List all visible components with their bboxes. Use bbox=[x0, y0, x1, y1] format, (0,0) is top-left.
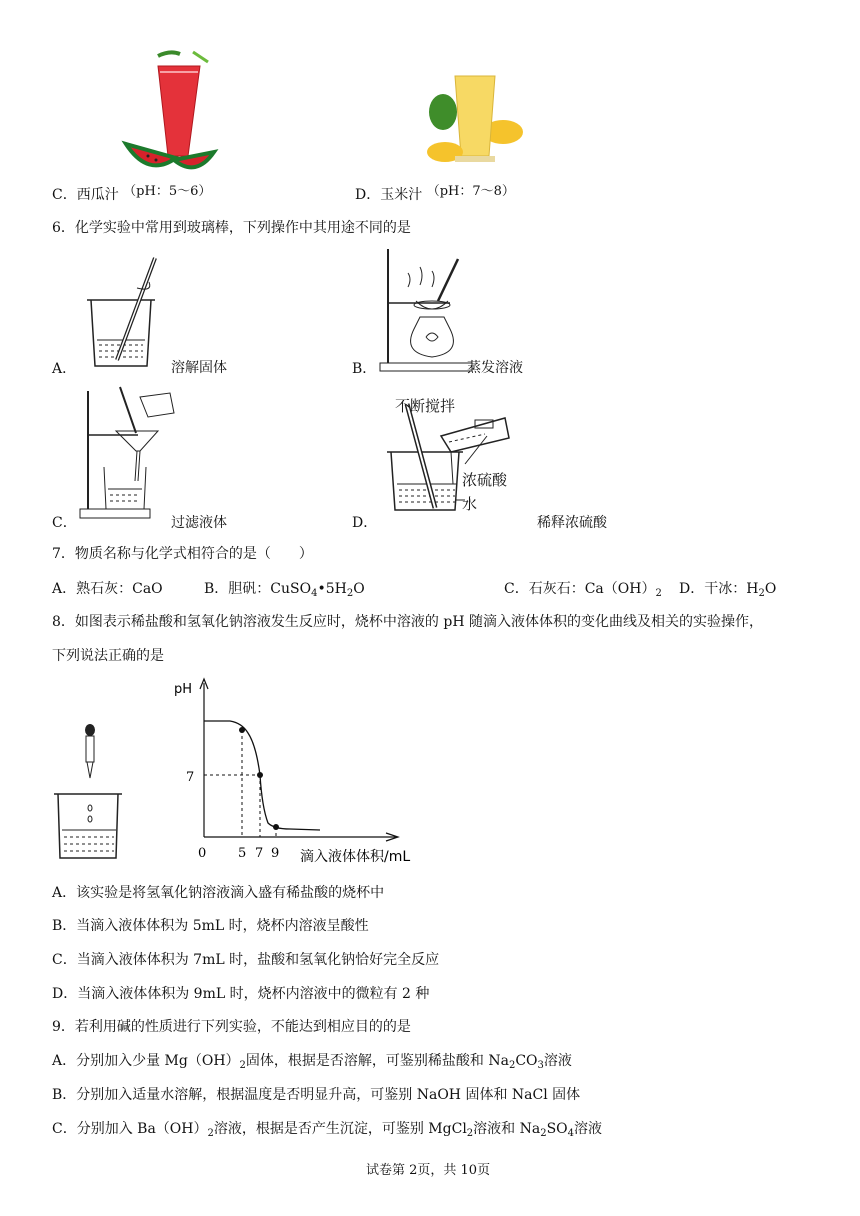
q8-stem-line1: 8．如图表示稀盐酸和氢氧化钠溶液发生反应时，烧杯中溶液的 pH 随滴入液体体积的变化曲线及相关的实验操作， bbox=[52, 614, 763, 630]
q5-option-c-ph: （pH：5～6） bbox=[123, 184, 212, 199]
x-axis-label: 滴入液体体积/mL bbox=[300, 849, 411, 865]
point-9 bbox=[273, 824, 279, 830]
q6-figure-acid-label: 浓硫酸 bbox=[462, 471, 508, 489]
y-tick-label: 7 bbox=[186, 770, 195, 785]
q6-option-d-letter: D． bbox=[352, 515, 378, 531]
q7-option-c: C．石灰石：$Ca(OH)_2$ bbox=[504, 581, 662, 599]
q6-option-b-label: 蒸发溶液 bbox=[467, 360, 523, 376]
x-tick-label-7: 7 bbox=[255, 846, 264, 861]
q6-option-a-letter: A． bbox=[52, 361, 77, 377]
evaporate-setup-figure bbox=[378, 245, 488, 375]
q5-option-d-ph: （pH：7～8） bbox=[426, 184, 515, 199]
y-axis-label: pH bbox=[174, 682, 193, 697]
q9-stem: 9．若利用碱的性质进行下列实验，不能达到相应目的的是 bbox=[52, 1019, 411, 1035]
ph-titration-chart bbox=[174, 675, 440, 865]
q8-option-c: C．当滴入液体体积为 7mL 时，盐酸和氢氧化钠恰好完全反应 bbox=[52, 952, 440, 968]
point-5 bbox=[239, 727, 245, 733]
q9-option-c: C．分别加入 $Ba(OH)_2$溶液，根据是否产生沉淀，可鉴别 MgCl$_2$溶液和 $Na_2SO_4$溶液 bbox=[52, 1121, 603, 1139]
q6-figure-stir-label: 不断搅拌 bbox=[395, 397, 456, 415]
q5-option-d-name: 玉米汁 bbox=[380, 187, 423, 203]
q6-option-c-letter: C． bbox=[52, 515, 77, 531]
q9-option-b: B．分别加入适量水溶解，根据温度是否明显升高，可鉴别 NaOH 固体和 NaCl 固体 bbox=[52, 1087, 581, 1103]
q6-option-d-label: 稀释浓硫酸 bbox=[537, 515, 607, 531]
page-footer: 试卷第 2页，共 10页 bbox=[366, 1163, 491, 1178]
watermelon-juice-image bbox=[118, 48, 218, 170]
q7-stem: 7．物质名称与化学式相符合的是（ ） bbox=[52, 546, 313, 562]
q8-option-d: D．当滴入液体体积为 9mL 时，烧杯内溶液中的微粒有 2 种 bbox=[52, 986, 430, 1002]
filter-setup-figure bbox=[78, 385, 178, 521]
x-tick-label-0: 0 bbox=[198, 846, 207, 861]
q8-stem-line2: 下列说法正确的是 bbox=[52, 648, 164, 664]
q9-option-a: A．分别加入少量 $Mg(OH)_2$固体，根据是否溶解，可鉴别稀盐酸和 $Na_2CO_3$溶液 bbox=[52, 1053, 572, 1071]
dissolve-beaker-figure bbox=[85, 252, 165, 372]
x-tick-label-5: 5 bbox=[238, 846, 247, 861]
q5-option-d-letter: D． bbox=[355, 187, 381, 203]
corn-juice-image bbox=[425, 72, 525, 172]
q6-stem: 6．化学实验中常用到玻璃棒，下列操作中其用途不同的是 bbox=[52, 220, 411, 236]
q5-option-c-letter: C． bbox=[52, 187, 77, 203]
q6-figure-water-label: 水 bbox=[462, 495, 478, 513]
dropper-beaker-figure bbox=[52, 722, 132, 862]
q7-option-d: D．干冰：$H_2O$ bbox=[679, 581, 777, 599]
q6-option-b-letter: B． bbox=[352, 361, 377, 377]
q7-option-b: B．胆矾：$CuSO_4•5H_2O$ bbox=[204, 581, 365, 599]
q8-option-b: B．当滴入液体体积为 5mL 时，烧杯内溶液呈酸性 bbox=[52, 918, 369, 934]
q8-option-a: A．该实验是将氢氧化钠溶液滴入盛有稀盐酸的烧杯中 bbox=[52, 885, 385, 901]
point-7 bbox=[257, 772, 263, 778]
q6-option-c-label: 过滤液体 bbox=[171, 515, 227, 531]
q7-option-a: A．熟石灰：CaO bbox=[52, 581, 163, 597]
x-tick-label-9: 9 bbox=[271, 846, 280, 861]
q5-option-c-name: 西瓜汁 bbox=[76, 187, 119, 203]
q6-option-a-label: 溶解固体 bbox=[171, 360, 227, 376]
